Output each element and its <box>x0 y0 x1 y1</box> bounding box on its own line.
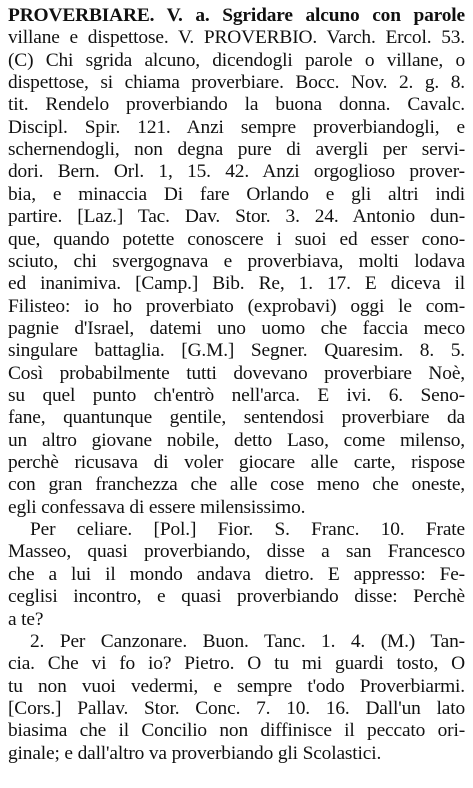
text-line: fane, quantunque gentile, sentendosi proverbiare da <box>8 407 465 429</box>
text-line: que, quando potette conoscere i suoi ed esser cono- <box>8 228 465 250</box>
text-line: (C) Chi sgrida alcuno, dicendogli parole o villane, o <box>8 49 465 71</box>
text-line: tu non vuoi vedermi, e sempre t'odo Proverbiarmi. <box>8 675 465 697</box>
text-line: villane e dispettose. V. PROVERBIO. Varch. Ercol. 53. <box>8 27 465 49</box>
text-line: su quel punto ch'entrò nell'arca. E ivi. 6. Seno- <box>8 385 465 406</box>
text-line: partire. [Laz.] Tac. Dav. Stor. 3. 24. Antonio dun- <box>8 206 465 228</box>
text-line: dispettose, si chiama proverbiare. Bocc. Nov. 2. g. 8. <box>8 72 465 94</box>
text-line: ed inanimiva. [Camp.] Bib. Re, 1. 17. E diceva il <box>8 273 465 295</box>
text-line: pagnie d'Israel, datemi uno uomo che faccia meco <box>8 317 465 339</box>
text-line: un altro giovane nobile, detto Laso, come milenso, <box>8 429 465 451</box>
text-line: biasima che il Concilio non diffinisce il peccato ori- <box>8 720 465 742</box>
entry-headword-line: PROVERBIARE. V. a. Sgridare alcuno con parole <box>8 5 465 26</box>
sense-heading-line: Per celiare. [Pol.] Fior. S. Franc. 10. Frate <box>30 519 465 541</box>
text-line-paragraph-end: egli confessava di essere milensissimo. <box>8 496 306 518</box>
text-line: sciuto, chi svergognava e proverbiava, molti lodava <box>8 250 465 272</box>
text-line: cia. Che vi fo io? Pietro. O tu mi guardi tosto, O <box>8 653 465 675</box>
text-line: singulare battaglia. [G.M.] Segner. Quaresim. 8. 5. <box>8 340 465 362</box>
text-line-paragraph-end: a te? <box>8 608 44 630</box>
text-line: Masseo, quasi proverbiando, disse a san Francesco <box>8 541 465 563</box>
text-line: dori. Bern. Orl. 1, 15. 42. Anzi orgoglioso prover- <box>8 161 465 183</box>
text-line: bia, e minaccia Di fare Orlando e gli altri indi <box>8 183 465 205</box>
text-line-paragraph-end: ginale; e dall'altro va proverbiando gli Scolastici. <box>8 742 382 764</box>
text-line: Così probabilmente tutti dovevano proverbiare Noè, <box>8 362 465 384</box>
text-line: schernendogli, non degna pure di avergli per servi- <box>8 139 465 161</box>
text-line: con gran franchezza che alle cose meno che oneste, <box>8 474 465 496</box>
text-line: [Cors.] Pallav. Stor. Conc. 7. 10. 16. Dall'un lato <box>8 697 465 719</box>
text-line: perchè ricusava di voler giocare alle carte, rispose <box>8 452 465 474</box>
text-line: ceglisi incontro, e quasi proverbiando disse: Perchè <box>8 586 465 608</box>
text-line: Filisteo: io ho proverbiato (exprobavi) oggi le com- <box>8 295 465 317</box>
sense-heading-line: 2. Per Canzonare. Buon. Tanc. 1. 4. (M.) Tan- <box>30 630 465 652</box>
text-line: Discipl. Spir. 121. Anzi sempre proverbiandogli, e <box>8 116 465 138</box>
text-line: tit. Rendelo proverbiando la buona donna. Cavalc. <box>8 94 465 116</box>
text-line: che a lui il mondo andava dietro. E appresso: Fe- <box>8 563 465 585</box>
